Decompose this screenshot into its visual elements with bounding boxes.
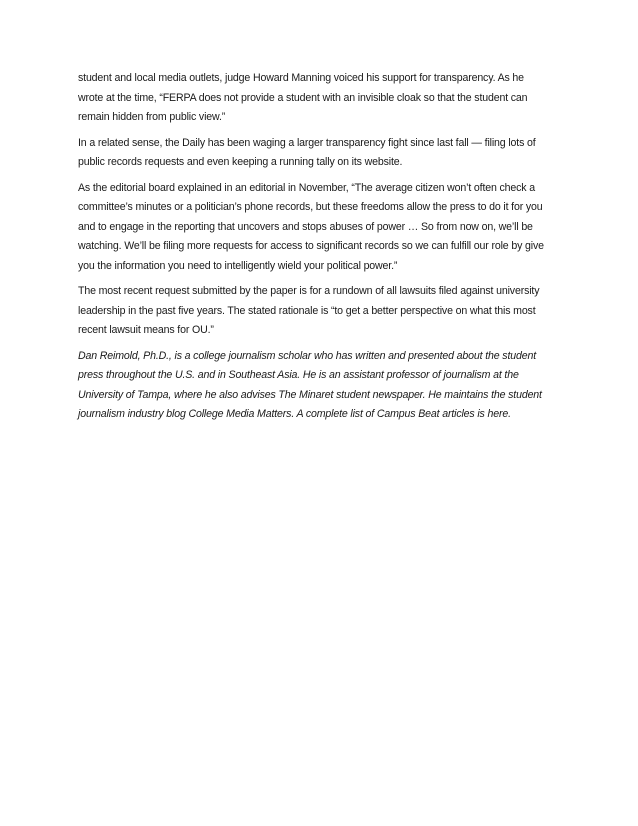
paragraph-transparency-fight bbox=[78, 134, 564, 173]
text-line: you the information you need to intelligently wield your political power.” bbox=[78, 259, 398, 272]
text-line: press throughout the U.S. and in Southeast Asia. He is an assistant professor of journalism at the bbox=[78, 369, 519, 381]
text-line: public records requests and even keeping a running tally on its website. bbox=[78, 156, 403, 168]
paragraph-editorial-quote bbox=[78, 179, 564, 277]
text-line: journalism industry blog College Media Matters. A complete list of Campus Beat articles is here. bbox=[78, 408, 511, 420]
text-line: student and local media outlets, judge Howard Manning voiced his support for transparency. As he bbox=[78, 72, 524, 84]
text-line: recent lawsuit means for OU.” bbox=[78, 324, 214, 336]
text-line: As the editorial board explained in an editorial in November, “The average citizen won’t often check a bbox=[78, 181, 535, 194]
paragraph-ferpa-ruling bbox=[78, 69, 564, 128]
text-line: In a related sense, the Daily has been waging a larger transparency fight since last fall — filing lots of bbox=[78, 136, 536, 149]
text-line: wrote at the time, “FERPA does not provide a student with an invisible cloak so that the student can bbox=[78, 91, 528, 104]
article-body bbox=[78, 69, 564, 431]
text-line: remain hidden from public view.” bbox=[78, 111, 226, 123]
text-line: Dan Reimold, Ph.D., is a college journalism scholar who has written and presented about the student bbox=[78, 349, 537, 362]
text-line: and to engage in the reporting that uncovers and stops abuses of power … So from now on, we’ll be bbox=[78, 220, 533, 233]
author-bio bbox=[78, 347, 564, 425]
paragraph-recent-request bbox=[78, 282, 564, 341]
text-line: watching. We’ll be filing more requests for access to significant records so we can fulfill our role by give bbox=[78, 240, 544, 252]
text-line: committee’s minutes or a politician’s phone records, but these freedoms allow the press to do it for you bbox=[78, 201, 543, 213]
text-line: University of Tampa, where he also advises The Minaret student newspaper. He maintains the student bbox=[78, 388, 542, 401]
text-line: leadership in the past five years. The stated rationale is “to get a better perspective on what this most bbox=[78, 304, 536, 317]
text-line: The most recent request submitted by the paper is for a rundown of all lawsuits filed against university bbox=[78, 285, 540, 297]
